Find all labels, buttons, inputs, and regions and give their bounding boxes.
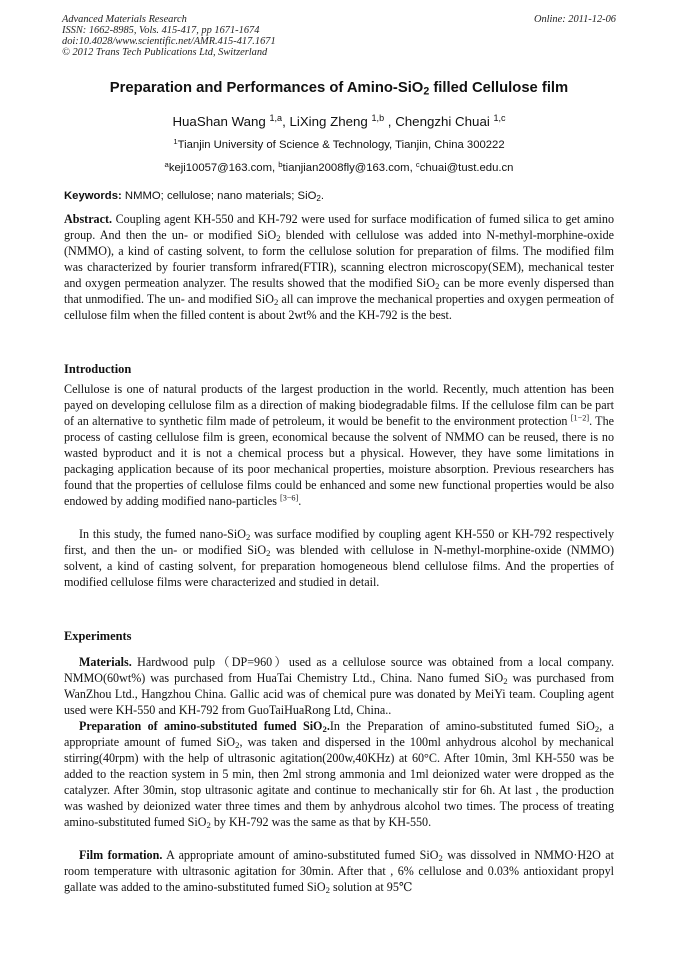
author-name: LiXing Zheng <box>289 114 372 129</box>
keywords: Keywords: NMMO; cellulose; nano materials; SiO$_2$. <box>64 190 325 204</box>
journal-name: Advanced Materials Research <box>62 14 187 25</box>
author-list: HuaShan Wang $^{1,a}$, LiXing Zheng $^{1,b}$ , Chengzhi Chuai $^{1,c}$ <box>172 113 506 129</box>
author-name: HuaShan Wang <box>172 114 270 129</box>
copyright-line: © 2012 Trans Tech Publications Ltd, Switzerland <box>62 47 268 58</box>
issn-line: ISSN: 1662-8985, Vols. 415-417, pp 1671-1674 <box>62 25 260 36</box>
film-formation-paragraph: Film formation. A appropriate amount of amino-substituted fumed SiO$_2$ was dissolved in NMMO·H2O at room temperature with ultrasonic agitation for 30min. After that , 6% cellulose and 0.03% antioxidant propyl gallate was added to the amino-substituted fumed SiO$_2$ solution at 95℃ <box>64 848 615 896</box>
abstract: Abstract. Coupling agent KH-550 and KH-792 were used for surface modification of fumed silica to get amino group. And then the un- or modified SiO$_2$ blended with cellulose was added into N-methyl-morphine-oxide (NMMO), a kind of casting solvent, to form the cellulose solution for preparation of films. The modified film was characterized by fourier transform infrared(FTIR), scanning electron microscopy(SEM), mechanical tester and oxygen permeation analyzer. The results showed that the modified SiO$_2$ can be more evenly dispersed than that unmodified. The un- and modified SiO$_2$ all can improve the mechanical properties and oxygen permeation of cellulose film when the filled content is about 2wt% and the KH-792 is the best. <box>64 212 614 322</box>
materials-paragraph: Materials. Hardwood pulp（DP=960）used as a cellulose source was obtained from a local company. NMMO(60wt%) was purchased from HuaTai Chemistry Ltd., China. Nano fumed SiO$_2$ was purchased from WanZhou Ltd., Hangzhou China. Gallic acid was of chemical pure was donated by MeiYi team. Coupling agent used were KH-550 and KH-792 from GuoTaiHuaRong Ltd, China.. <box>64 655 614 717</box>
introduction-paragraph-1: Cellulose is one of natural products of the largest production in the world. Recently, much attention has been payed on developing cellulose film as a direction of making biodegradable films. If the cellulose film can be part of an alternative to synthetic film made of petroleum, it would be benefit to the environment protection [1−2]. The process of casting cellulose film is green, economical because the solvent of NMMO can be reused, there is no wasted byproduct and it is not a chemical process but a physical. However, they have some limitations in packaging application because of its poor mechanical properties, moisture absorption. Previous researchers has found that the properties of cellulose films could be enhanced and some new functional properties would be also endowed by adding modified nano-particles [3−6]. <box>64 382 614 508</box>
introduction-heading: Introduction <box>64 362 132 376</box>
online-date: Online: 2011-12-06 <box>533 14 616 25</box>
doi-line: doi:10.4028/www.scientific.net/AMR.415-417.1671 <box>62 36 276 47</box>
paper-title: Preparation and Performances of Amino-SiO$_2$ filled Cellulose film <box>109 80 569 98</box>
preparation-paragraph: Preparation of amino-substituted fumed SiO$_2$.In the Preparation of amino-substituted fumed SiO$_2$, a appropriate amount of fumed SiO$_2$, was taken and dispersed in the 100ml anhydrous alcohol by mechanical stirring(40rpm) with the help of ultrasonic agitation(200w,40KHz) at 60°C. After 10min, 3ml KH-550 was be added to the reaction system in 5 min, then 2ml strong ammonia and 1ml deionized water were dropped as the catalyzer. After 30min, stop ultrasonic agitate and continue to mechanically stir for 6h. At last , the production was washed by deionized water three times and them by anhydrous alcohol two times. The process of treating amino-substituted fumed SiO$_2$ by KH-792 was the same as that by KH-550. <box>64 719 614 831</box>
introduction-paragraph-2: In this study, the fumed nano-SiO$_2$ was surface modified by coupling agent KH-550 or KH-792 respectively first, and then the un- or modified SiO$_2$ was blended with cellulose in N-methyl-morphine-oxide (NMMO) solvent, a kind of casting solvent, for preparation homogeneous blend cellulose films. And the properties of modified cellulose films were characterized and studied in detail. <box>64 527 614 589</box>
author-name: Chengzhi Chuai <box>395 114 494 129</box>
journal-header <box>62 14 276 58</box>
affiliation: $^1$Tianjin University of Science & Technology, Tianjin, China 300222 <box>173 136 505 151</box>
experiments-heading: Experiments <box>64 629 132 643</box>
author-emails: $^a$keji10057@163.com, $^b$tianjian2008fly@163.com, $^c$chuai@tust.edu.cn <box>164 159 514 174</box>
